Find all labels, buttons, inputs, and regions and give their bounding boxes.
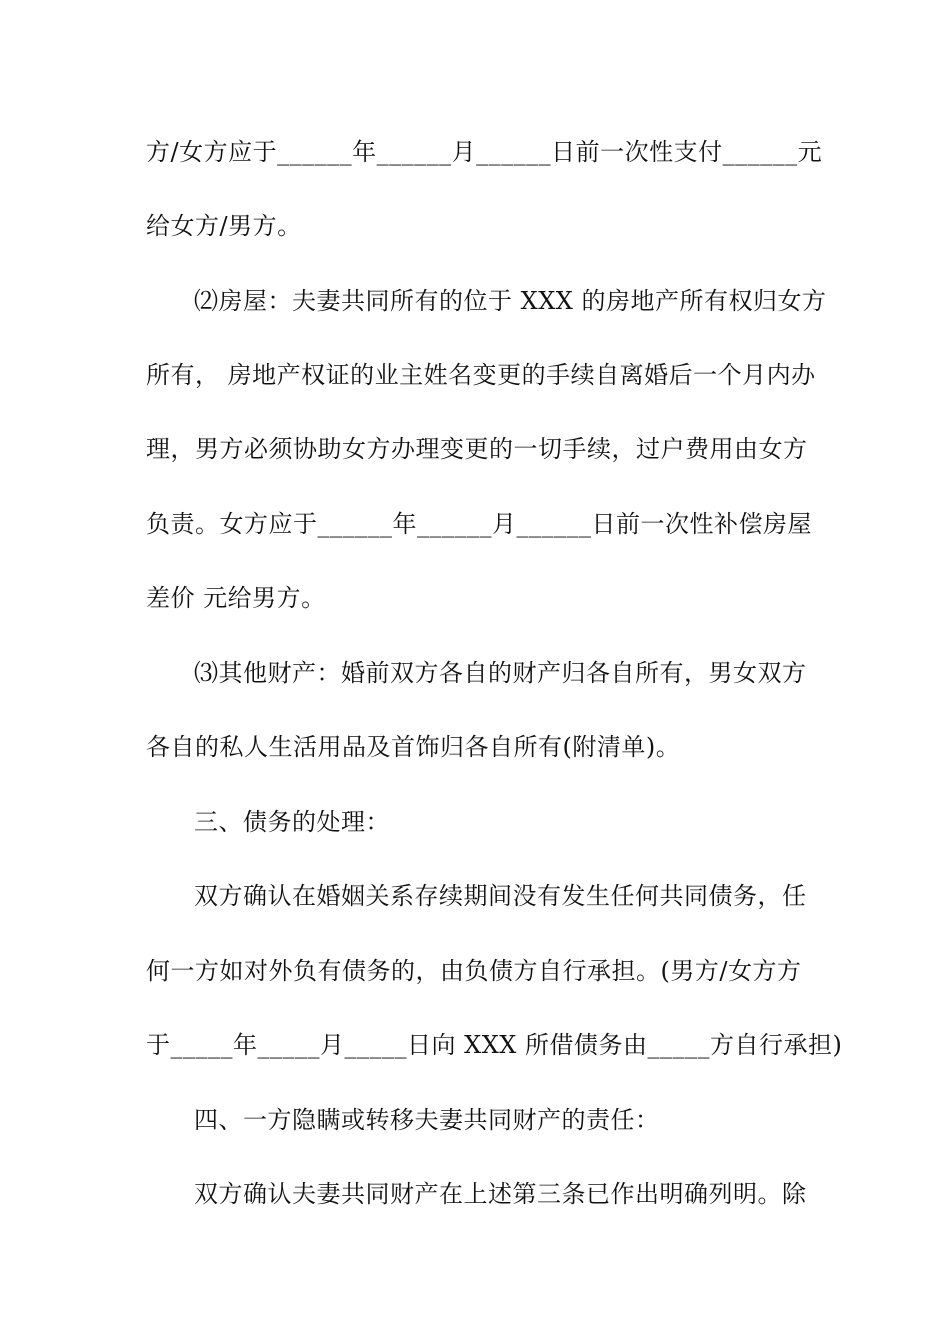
- text-line: 负责。女方应于______年______月______日前一次性补偿房屋: [146, 510, 812, 538]
- text-line: 理，男方必须协助女方办理变更的一切手续，过户费用由女方: [146, 435, 808, 463]
- text-line: 给女方/男方。: [146, 212, 302, 240]
- text-line: 何一方如对外负有债务的，由负债方自行承担。(男方/女方方: [146, 957, 802, 985]
- text-line: 方/女方应于______年______月______日前一次性支付______元: [146, 138, 823, 166]
- text-line: 各自的私人生活用品及首饰归各自所有(附清单)。: [146, 733, 681, 761]
- text-line: 差价 元给男方。: [146, 584, 326, 612]
- text-line: 于_____年_____月_____日向 XXX 所借债务由_____方自行承担): [146, 1031, 843, 1059]
- text-line: ⑶其他财产：婚前双方各自的财产归各自所有，男女双方: [194, 659, 807, 687]
- text-line: 双方确认夫妻共同财产在上述第三条已作出明确列明。除: [194, 1180, 807, 1208]
- text-line: ⑵房屋：夫妻共同所有的位于 XXX 的房地产所有权归女方: [194, 287, 827, 315]
- text-line: 双方确认在婚姻关系存续期间没有发生任何共同债务，任: [194, 882, 807, 910]
- text-line: 所有， 房地产权证的业主姓名变更的手续自离婚后一个月内办: [146, 361, 816, 389]
- section-heading: 四、一方隐瞒或转移夫妻共同财产的责任：: [194, 1106, 660, 1134]
- section-heading: 三、债务的处理：: [194, 808, 390, 836]
